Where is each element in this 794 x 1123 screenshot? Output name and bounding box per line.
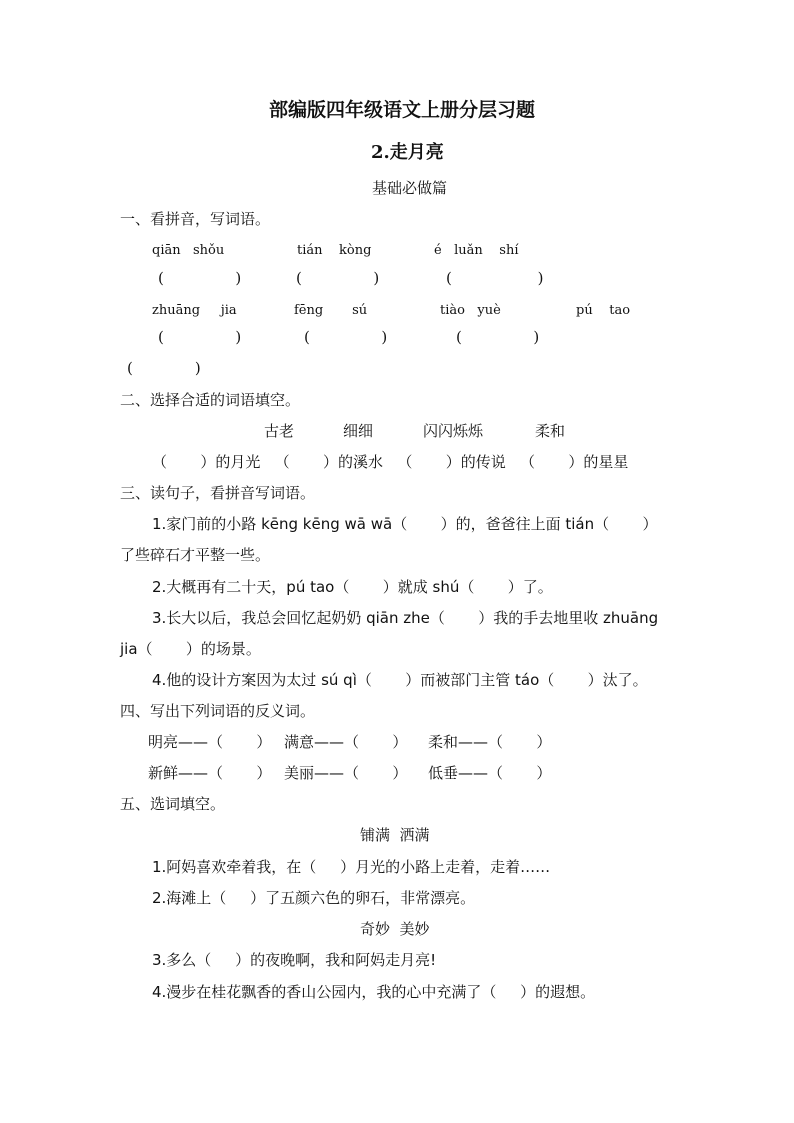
word-group-2: 奇妙 美妙: [360, 920, 430, 938]
word-group-1: 铺满 洒满: [360, 826, 430, 844]
worksheet-title: 部编版四年级语文上册分层习题: [269, 99, 536, 121]
pinyin-2: tián kòng: [297, 243, 372, 258]
s5-question-4: 4.漫步在桂花飘香的香山公园内，我的心中充满了（ ）的遐想。: [152, 983, 596, 1001]
antonym-3: 柔和——（ ）: [428, 733, 552, 751]
section-4-heading: 四、写出下列词语的反义词。: [120, 702, 316, 720]
s3-question-1a: 1.家门前的小路 kēng kēng wā wā（ ）的，爸爸往上面 tián（ ）: [152, 515, 658, 533]
section-5-heading: 五、选词填空。: [120, 795, 226, 813]
section-2-heading: 二、选择合适的词语填空。: [120, 391, 301, 409]
answer-blank-7[interactable]: ( ): [127, 359, 201, 377]
s5-question-2: 2.海滩上（ ）了五颜六色的卵石，非常漂亮。: [152, 889, 476, 907]
lesson-title: 2.走月亮: [371, 142, 444, 163]
answer-blank-3[interactable]: ( ): [446, 269, 544, 287]
s3-question-3b: jia（ ）的场景。: [120, 640, 261, 658]
antonym-6: 低垂——（ ）: [428, 764, 552, 782]
antonym-4: 新鲜——（ ）: [148, 764, 272, 782]
pinyin-4: zhuāng jia: [152, 303, 237, 318]
word-option-1: 古老: [264, 422, 295, 440]
antonym-1: 明亮——（ ）: [148, 733, 272, 751]
s3-question-4: 4.他的设计方案因为太过 sú qì（ ）而被部门主管 táo（ ）汰了。: [152, 671, 648, 689]
word-option-2: 细细: [343, 422, 374, 440]
pinyin-5: fēng sú: [294, 303, 368, 318]
s5-question-1: 1.阿妈喜欢牵着我，在（ ）月光的小路上走着，走着……: [152, 858, 551, 876]
pinyin-6: tiào yuè: [440, 303, 501, 318]
s3-question-2: 2.大概再有二十天，pú tao（ ）就成 shú（ ）了。: [152, 578, 553, 596]
section-3-heading: 三、读句子，看拼音写词语。: [120, 484, 316, 502]
pinyin-3: é luǎn shí: [434, 243, 519, 258]
answer-blank-5[interactable]: ( ): [304, 328, 388, 346]
section-2-fill-line: （ ）的月光 （ ）的溪水 （ ）的传说 （ ）的星星: [152, 453, 629, 471]
section-1-heading: 一、看拼音，写词语。: [120, 210, 271, 228]
pinyin-7: pú tao: [576, 303, 631, 318]
level-label: 基础必做篇: [372, 179, 448, 197]
answer-blank-4[interactable]: ( ): [158, 328, 242, 346]
answer-blank-6[interactable]: ( ): [456, 328, 540, 346]
s3-question-1b: 了些碎石才平整一些。: [120, 546, 271, 564]
answer-blank-1[interactable]: ( ): [158, 269, 242, 287]
word-option-3: 闪闪烁烁: [423, 422, 484, 440]
answer-blank-2[interactable]: ( ): [296, 269, 380, 287]
s3-question-3a: 3.长大以后，我总会回忆起奶奶 qiān zhe（ ）我的手去地里收 zhuāng: [152, 609, 659, 627]
s5-question-3: 3.多么（ ）的夜晚啊，我和阿妈走月亮!: [152, 951, 437, 969]
word-option-4: 柔和: [535, 422, 566, 440]
antonym-2: 满意——（ ）: [284, 733, 408, 751]
antonym-5: 美丽——（ ）: [284, 764, 408, 782]
pinyin-1: qiān shǒu: [152, 243, 225, 258]
